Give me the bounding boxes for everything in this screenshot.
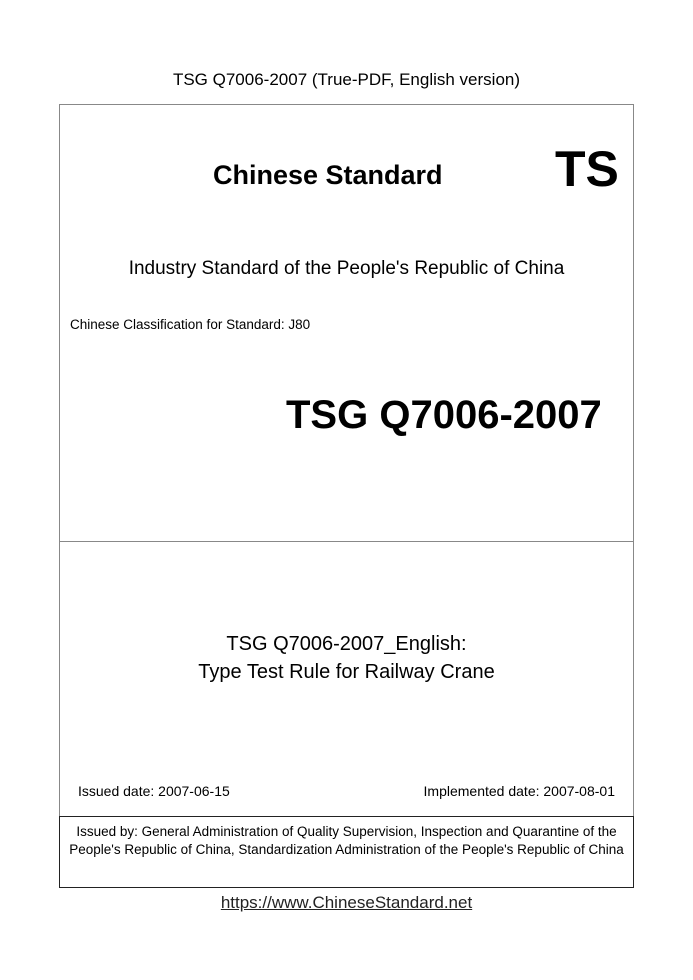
english-title [0, 630, 693, 686]
issuer-text: Issued by: General Administration of Quality Supervision, Inspection and Quarantine of the People's Republic of China, Standardization Administration of the People's Republic of China [69, 824, 624, 857]
classification-line: Chinese Classification for Standard: J80 [70, 317, 311, 332]
standard-code: TSG Q7006-2007 [286, 393, 602, 437]
implemented-date: Implemented date: 2007-08-01 [423, 783, 615, 799]
document-header-title: TSG Q7006-2007 (True-PDF, English version) [172, 70, 521, 89]
industry-standard-line: Industry Standard of the People's Republic of China [128, 258, 565, 279]
english-title-line-2: Type Test Rule for Railway Crane [198, 661, 495, 683]
english-title-line-1: TSG Q7006-2007_English: [226, 633, 467, 655]
standard-mark: TS [555, 141, 619, 197]
issued-date: Issued date: 2007-06-15 [78, 783, 230, 799]
website-link[interactable]: https://www.ChineseStandard.net [220, 893, 473, 912]
standard-heading: Chinese Standard [213, 160, 443, 190]
